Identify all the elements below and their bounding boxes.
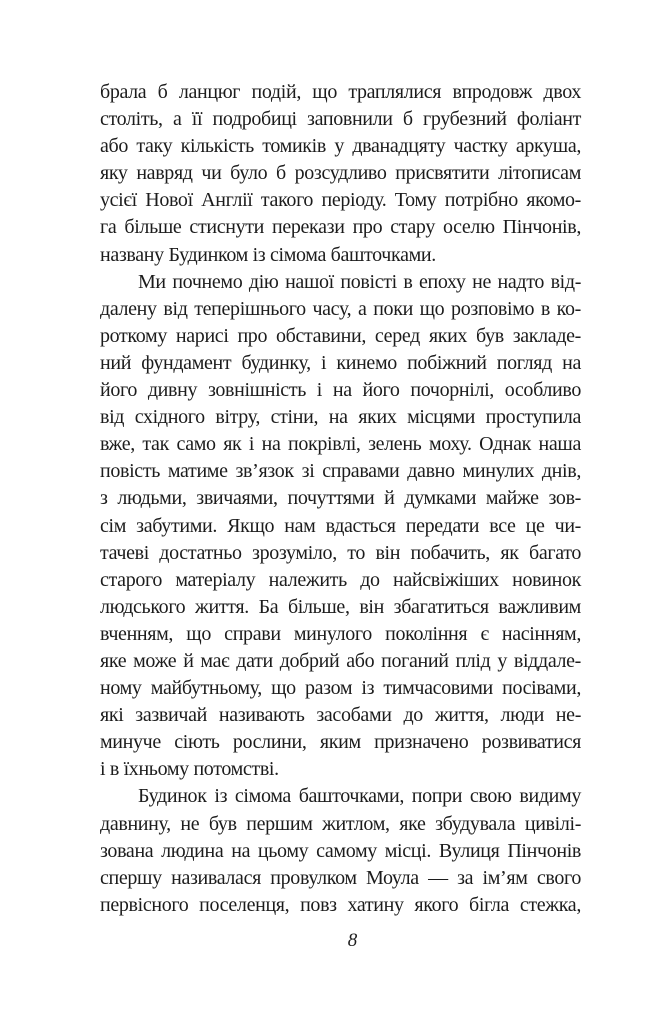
text-line: сім забутими. Якщо нам вдасться передати все це чи- [100,514,581,537]
text-line: вже, так само як і на покрівлі, зелень моху. Однак наша [100,433,581,456]
text-line: від східного вітру, стіни, на яких місцями проступила [100,406,581,429]
text-line: ний фундамент будинку, і кинемо побіжний погляд на [100,351,581,374]
text-line: брала б ланцюг подій, що траплялися впродовж двох [100,81,581,103]
text-line: га більше стиснути перекази про стару оселю Пінчонів, [100,216,581,239]
text-line: яке може й має дати добрий або поганий плід у віддале- [100,649,581,672]
text-line: яку навряд чи було б розсудливо присвятити літописам [100,162,581,185]
page-number: 8 [347,929,358,951]
text-line: старого матеріалу належить до найсвіжіших новинок [100,568,581,591]
paragraph [100,79,581,269]
text-line: століть, а її подробиці заповнили б грубезний фоліант [100,108,581,131]
text-line: роткому нарисі про обставини, серед яких був закладе- [100,324,581,347]
text-line: ному майбутньому, що разом із тимчасовими посівами, [100,677,581,700]
paragraph [100,269,581,784]
text-line: минуче сіють рослини, яким призначено розвиватися [100,731,581,754]
text-line: далену від теперішнього часу, а поки що розповімо в ко- [100,297,581,320]
text-line: його дивну зовнішність і на його почорнілі, особливо [100,379,581,402]
text-line: давнину, не був першим житлом, яке збудувала цивілі- [100,812,581,835]
text-line: людського життя. Ба більше, він збагатиться важливим [100,595,581,618]
text-line: Будинок із сімома башточками, попри свою видиму [138,785,581,808]
text-line: усієї Нової Англії такого періоду. Тому потрібно якомо- [100,189,581,212]
text-line: Ми почнемо дію нашої повісті в епоху не надто від- [138,270,581,293]
text-line: спершу називалася провулком Моула — за ім’ям свого [100,866,581,889]
text-line: названу Будинком із сімома башточками. [100,243,436,266]
text-line: первісного поселенця, повз хатину якого бігла стежка, [100,893,581,916]
text-line: і в їхньому потомстві. [100,758,279,781]
text-line: зована людина на цьому самому місці. Вулиця Пінчонів [100,839,581,862]
text-line: які зазвичай називають засобами до життя, люди не- [100,704,581,727]
text-line: вченням, що справи минулого покоління є насінням, [100,622,581,645]
paragraph [100,783,581,918]
text-line: повість матиме зв’язок зі справами давно минулих днів, [100,460,581,483]
text-line: або таку кількість томиків у дванадцяту частку аркуша, [100,135,581,158]
text-block [100,79,581,952]
text-line: тачеві достатньо зрозуміло, то він побачить, як багато [100,541,581,564]
text-line: з людьми, звичаями, почуттями й думками майже зов- [100,487,581,510]
